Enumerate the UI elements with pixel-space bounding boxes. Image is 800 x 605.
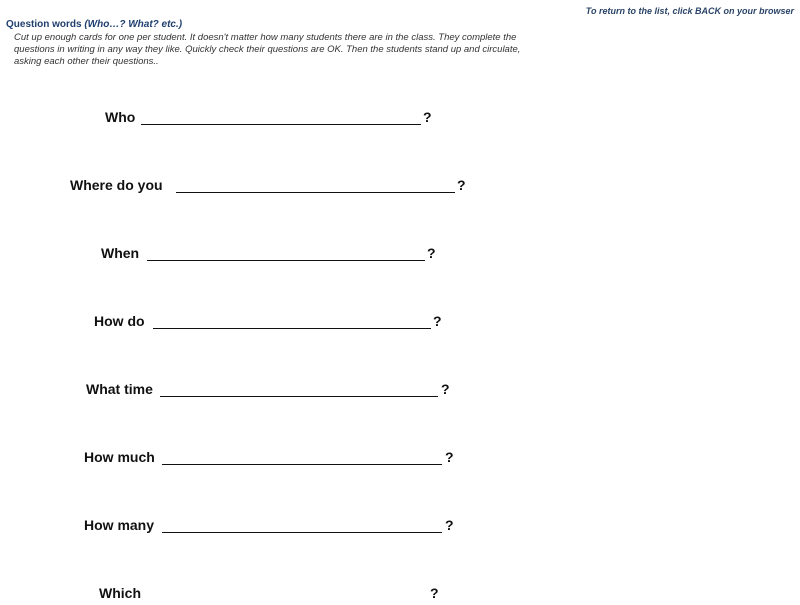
- back-instruction: To return to the list, click BACK on your browser: [585, 6, 794, 16]
- question-mark: ?: [430, 585, 439, 601]
- title-main: Question words: [6, 19, 82, 30]
- question-mark: ?: [423, 109, 432, 125]
- question-label: Where do you: [70, 177, 163, 193]
- answer-line: [147, 260, 425, 261]
- question-label: How do: [94, 313, 145, 329]
- question-label: Which: [99, 585, 141, 601]
- answer-line: [153, 328, 431, 329]
- question-label: How much: [84, 449, 155, 465]
- instructions: Cut up enough cards for one per student. It doesn't matter how many students there are in the class. They complete the questions in writing in any way they like. Quickly check their questions are OK. Then the students stand up and circulate, asking each other their questions..: [14, 32, 521, 67]
- answer-line: [162, 532, 442, 533]
- answer-line: [162, 464, 442, 465]
- question-mark: ?: [427, 245, 436, 261]
- page-title: [6, 19, 182, 30]
- answer-line: [141, 124, 421, 125]
- question-mark: ?: [441, 381, 450, 397]
- question-mark: ?: [433, 313, 442, 329]
- question-label: When: [101, 245, 140, 261]
- question-mark: ?: [445, 517, 454, 533]
- title-sub: (Who…? What? etc.): [84, 19, 183, 30]
- question-mark: ?: [457, 177, 466, 193]
- question-label: Who: [105, 109, 136, 125]
- question-label: What time: [86, 381, 153, 397]
- question-mark: ?: [445, 449, 454, 465]
- answer-line: [176, 192, 455, 193]
- question-label: How many: [84, 517, 155, 533]
- answer-line: [160, 396, 438, 397]
